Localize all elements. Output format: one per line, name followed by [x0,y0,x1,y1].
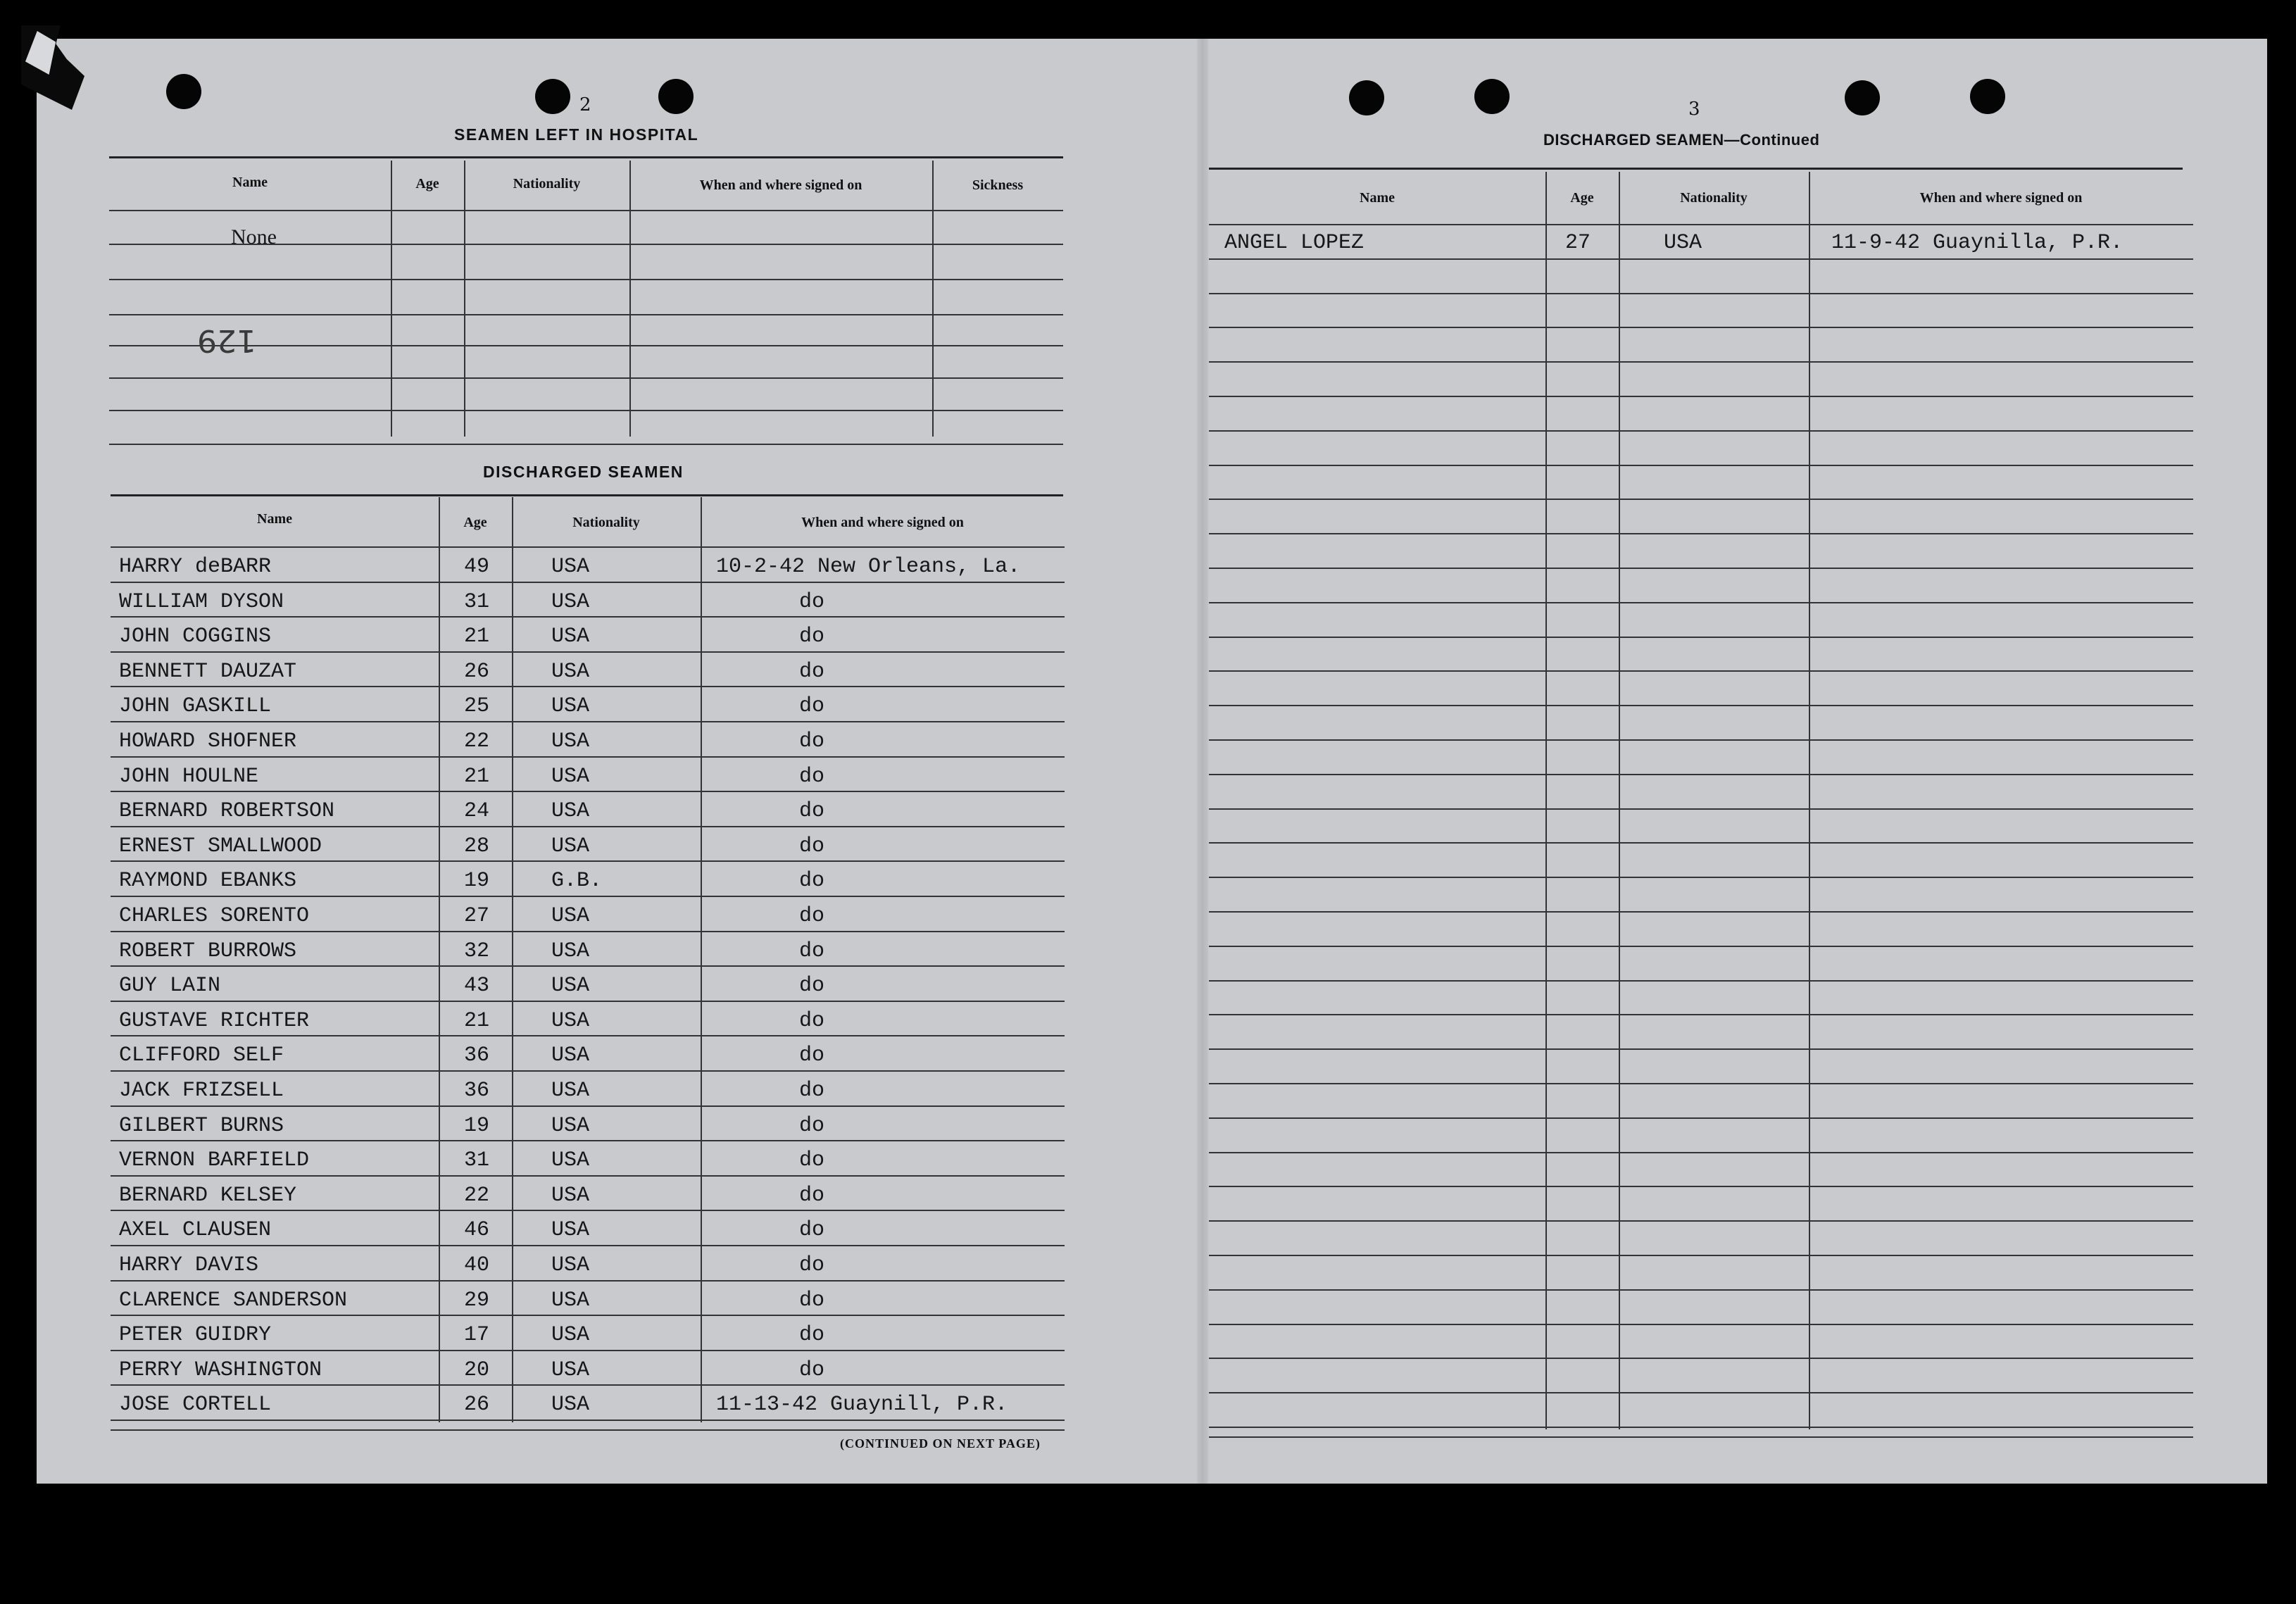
row-rule [111,721,1065,722]
row-rule [111,1350,1065,1351]
cell-nationality: USA [551,974,590,998]
column-rule [512,497,513,1422]
cell-nationality: USA [551,625,590,649]
cell-age: 27 [1565,231,1591,255]
cell-name: AXEL CLAUSEN [119,1218,272,1243]
continued-section-title: DISCHARGED SEAMEN—Continued [1543,131,1820,149]
row-rule [111,651,1065,653]
cell-nationality: USA [551,1148,590,1173]
cell-age: 25 [464,694,490,719]
table-row [111,1210,1065,1245]
cell-nationality: G.B. [551,869,603,894]
bottom-rule [1209,1436,2193,1438]
table-row [111,546,1065,582]
table-row [111,1001,1065,1036]
cell-nationality: USA [551,1218,590,1243]
row-rule [111,1384,1065,1386]
cell-age: 19 [464,1113,490,1138]
cell-age: 36 [464,1044,490,1068]
cell-name: ERNEST SMALLWOOD [119,834,322,858]
title-rule [111,494,1063,496]
cell-name: CLARENCE SANDERSON [119,1288,348,1312]
cell-signed: do [799,1358,825,1382]
cell-signed: do [799,1183,825,1208]
cell-name: RAYMOND EBANKS [119,869,297,894]
row-rule [111,1210,1065,1211]
table-row [111,1035,1065,1070]
column-header: Nationality [1680,190,1748,206]
cell-age: 46 [464,1218,490,1243]
table-row [111,1280,1065,1315]
cell-signed: do [799,1044,825,1068]
cell-age: 31 [464,1148,490,1173]
table-row [111,896,1065,931]
cell-age: 36 [464,1079,490,1103]
cell-name: JACK FRIZSELL [119,1079,284,1103]
row-rule [1209,293,2193,294]
row-rule [1209,327,2193,328]
cell-nationality: USA [551,659,590,684]
torn-corner [21,25,84,110]
table-row [111,1175,1065,1210]
table-row [111,1105,1065,1141]
cell-signed: do [799,1008,825,1033]
cell-signed: do [799,1218,825,1243]
table-row [111,616,1065,651]
table-row [111,686,1065,721]
cell-name: GUY LAIN [119,974,221,998]
cell-signed: do [799,799,825,824]
column-rule [1545,172,1547,1429]
row-rule [109,244,1063,245]
column-header: Name [232,175,268,190]
column-rule [932,161,934,437]
row-rule [111,582,1065,583]
continued-note: (CONTINUED ON NEXT PAGE) [840,1436,1041,1451]
column-header: Name [1360,190,1395,206]
table-row [111,1315,1065,1350]
row-rule [111,965,1065,967]
column-header: Age [415,176,439,192]
row-rule [1209,705,2193,706]
table-row [111,931,1065,966]
row-rule [111,826,1065,827]
row-rule [1209,877,2193,878]
cell-name: CHARLES SORENTO [119,904,310,928]
row-rule [1209,637,2193,638]
punch-hole [658,79,694,114]
cell-signed: do [799,764,825,789]
row-rule [1209,1289,2193,1291]
cell-name: HARRY DAVIS [119,1253,259,1277]
column-rule [1809,172,1810,1429]
cell-name: GUSTAVE RICHTER [119,1008,310,1033]
cell-nationality: USA [551,1358,590,1382]
column-rule [1619,172,1620,1429]
cell-age: 21 [464,764,490,789]
table-row [1209,224,2193,258]
cell-name: JOHN GASKILL [119,694,272,719]
row-rule [1209,808,2193,810]
row-rule [1209,739,2193,741]
cell-name: HARRY deBARR [119,555,272,579]
table-row [111,756,1065,791]
row-rule [111,756,1065,758]
cell-signed: do [799,1253,825,1277]
table-row [111,1070,1065,1105]
cell-signed: do [799,869,825,894]
discharged-table [111,497,1065,1427]
handwritten-mark: 129 [197,322,256,358]
cell-nationality: USA [551,1253,590,1277]
cell-signed: do [799,939,825,963]
row-rule [1209,258,2193,260]
cell-signed: do [799,1113,825,1138]
row-rule [1209,911,2193,913]
row-rule [111,686,1065,687]
row-rule [111,860,1065,862]
cell-signed: do [799,625,825,649]
cell-nationality: USA [1664,231,1702,255]
table-row [111,651,1065,687]
cell-signed: do [799,1079,825,1103]
cell-age: 29 [464,1288,490,1312]
row-rule [111,1140,1065,1141]
punch-hole [1349,80,1384,115]
header-rule [1209,224,2193,225]
cell-signed: do [799,659,825,684]
cell-age: 17 [464,1323,490,1348]
column-rule [391,161,392,437]
discharged-section-title: DISCHARGED SEAMEN [483,463,684,481]
row-rule [111,896,1065,897]
row-rule [109,410,1063,411]
table-row [111,1350,1065,1385]
cell-nationality: USA [551,1113,590,1138]
cell-age: 21 [464,1008,490,1033]
row-rule [109,210,1063,211]
column-rule [464,161,465,437]
row-rule [1209,980,2193,982]
row-rule [109,444,1063,445]
cell-signed: 10-2-42 New Orleans, La. [716,555,1021,579]
row-rule [1209,670,2193,672]
row-rule [109,314,1063,315]
page-number: 3 [1688,99,1700,120]
row-rule [1209,1048,2193,1050]
row-rule [1209,946,2193,947]
cell-age: 26 [464,1393,490,1417]
table-row [111,791,1065,826]
cell-signed: do [799,694,825,719]
table-row [111,1384,1065,1420]
hospital-section-title: SEAMEN LEFT IN HOSPITAL [454,125,699,144]
cell-signed: 11-9-42 Guaynilla, P.R. [1831,231,2124,255]
row-rule [111,791,1065,792]
cell-age: 24 [464,799,490,824]
header-rule [111,546,1065,548]
column-header: Nationality [572,515,640,530]
cell-nationality: USA [551,729,590,753]
punch-hole [1970,79,2005,114]
row-rule [1209,1358,2193,1359]
cell-name: WILLIAM DYSON [119,589,284,614]
row-rule [109,279,1063,280]
cell-name: ANGEL LOPEZ [1224,231,1365,255]
column-header: When and where signed on [1919,190,2083,206]
page-fold [1197,39,1208,1484]
table-row [111,582,1065,617]
row-rule [111,1280,1065,1282]
row-rule [111,616,1065,618]
punch-hole [535,79,570,114]
cell-signed: do [799,974,825,998]
cell-name: PETER GUIDRY [119,1323,272,1348]
column-header: Age [463,515,487,530]
column-rule [701,497,702,1422]
punch-hole [166,74,201,109]
cell-age: 32 [464,939,490,963]
cell-nationality: USA [551,1323,590,1348]
row-rule [1209,1152,2193,1153]
cell-nationality: USA [551,1288,590,1312]
discharged-continued-table [1209,172,2193,1436]
table-row [111,965,1065,1001]
cell-age: 28 [464,834,490,858]
table-row [111,826,1065,861]
row-rule [1209,602,2193,603]
cell-nationality: USA [551,1008,590,1033]
cell-age: 26 [464,659,490,684]
cell-name: BERNARD ROBERTSON [119,799,335,824]
cell-name: CLIFFORD SELF [119,1044,284,1068]
cell-name: JOHN COGGINS [119,625,272,649]
cell-age: 20 [464,1358,490,1382]
row-rule [109,377,1063,379]
page-number: 2 [579,94,591,115]
row-rule [111,1105,1065,1107]
cell-name: ROBERT BURROWS [119,939,297,963]
cell-name: VERNON BARFIELD [119,1148,310,1173]
title-rule [109,156,1063,158]
column-rule [439,497,440,1422]
punch-hole [1845,80,1880,115]
row-rule [1209,1324,2193,1325]
row-rule [111,1001,1065,1002]
row-rule [111,1420,1065,1421]
cell-name: BERNARD KELSEY [119,1183,297,1208]
cell-age: 27 [464,904,490,928]
row-rule [1209,361,2193,363]
cell-age: 22 [464,729,490,753]
row-rule [111,1315,1065,1316]
cell-signed: do [799,589,825,614]
cell-name: PERRY WASHINGTON [119,1358,322,1382]
cell-nationality: USA [551,1079,590,1103]
row-rule [1209,1117,2193,1119]
row-rule [1209,842,2193,844]
table-row [111,860,1065,896]
cell-signed: do [799,1323,825,1348]
cell-age: 40 [464,1253,490,1277]
title-rule [1209,168,2183,170]
punch-hole [1474,79,1510,114]
row-rule [1209,533,2193,534]
cell-age: 22 [464,1183,490,1208]
cell-nationality: USA [551,555,590,579]
cell-signed: do [799,1148,825,1173]
row-rule [1209,1427,2193,1428]
cell-age: 49 [464,555,490,579]
cell-name: JOSE CORTELL [119,1393,272,1417]
table-row [111,1245,1065,1280]
row-rule [1209,774,2193,775]
row-rule [111,1175,1065,1177]
cell-signed: do [799,904,825,928]
cell-nationality: USA [551,764,590,789]
cell-nationality: USA [551,1044,590,1068]
cell-age: 21 [464,625,490,649]
cell-name: JOHN HOULNE [119,764,259,789]
row-rule [111,1035,1065,1036]
cell-nationality: USA [551,834,590,858]
column-header: Age [1570,190,1594,206]
table-row [111,1140,1065,1175]
row-rule [1209,430,2193,432]
cell-nationality: USA [551,589,590,614]
hospital-entry: None [231,225,277,249]
cell-nationality: USA [551,799,590,824]
cell-nationality: USA [551,694,590,719]
cell-nationality: USA [551,904,590,928]
column-header: Sickness [972,177,1024,193]
cell-name: GILBERT BURNS [119,1113,284,1138]
row-rule [1209,1392,2193,1393]
column-rule [629,161,631,437]
row-rule [111,1245,1065,1246]
row-rule [1209,396,2193,397]
row-rule [1209,1186,2193,1187]
cell-age: 43 [464,974,490,998]
row-rule [1209,465,2193,466]
row-rule [111,931,1065,932]
column-header: Nationality [513,176,581,192]
row-rule [1209,499,2193,500]
cell-signed: do [799,834,825,858]
hospital-table [109,161,1063,444]
table-row [111,721,1065,756]
row-rule [1209,1083,2193,1084]
cell-nationality: USA [551,1393,590,1417]
row-rule [1209,1220,2193,1222]
cell-age: 31 [464,589,490,614]
row-rule [111,1070,1065,1072]
bottom-rule [111,1429,1065,1431]
cell-signed: 11-13-42 Guaynill, P.R. [716,1393,1008,1417]
column-header: When and where signed on [801,515,964,530]
column-header: When and where signed on [699,177,862,193]
cell-nationality: USA [551,939,590,963]
cell-name: HOWARD SHOFNER [119,729,297,753]
row-rule [1209,1255,2193,1256]
row-rule [1209,1014,2193,1015]
column-header: Name [257,511,292,527]
cell-age: 19 [464,869,490,894]
cell-nationality: USA [551,1183,590,1208]
cell-signed: do [799,729,825,753]
cell-name: BENNETT DAUZAT [119,659,297,684]
row-rule [1209,568,2193,569]
cell-signed: do [799,1288,825,1312]
